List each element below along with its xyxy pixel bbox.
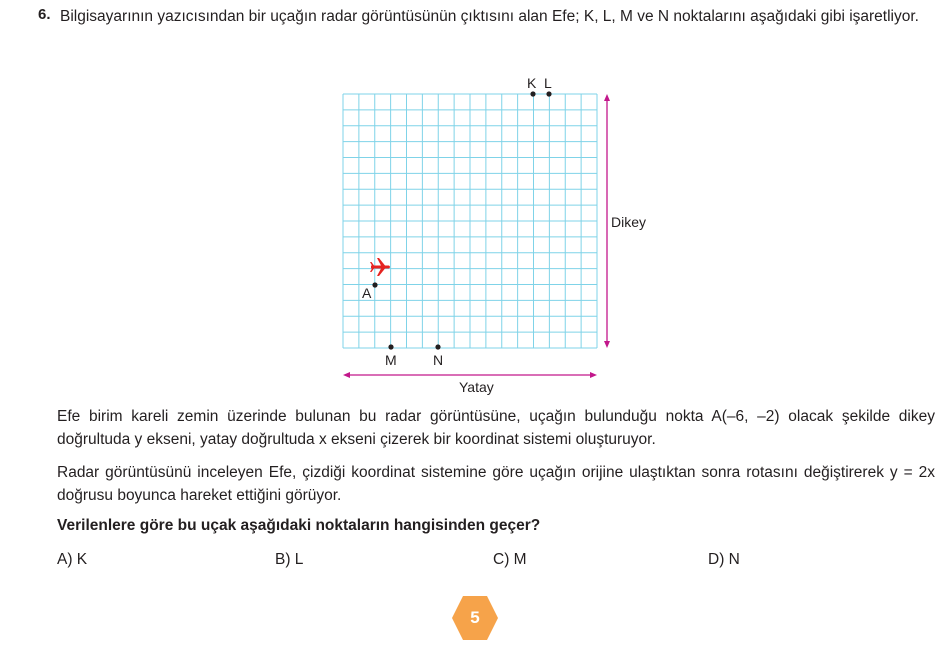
question-number: 6.	[38, 6, 51, 23]
point-n	[435, 344, 440, 349]
horizontal-arrow	[343, 372, 597, 378]
label-k: K	[527, 75, 537, 91]
label-a: A	[362, 285, 372, 301]
question-prompt: Verilenlere göre bu uçak aşağıdaki noktaların hangisinden geçer?	[57, 517, 541, 534]
label-m: M	[385, 352, 397, 368]
vertical-arrow	[604, 94, 610, 348]
vertical-label: Dikey	[611, 214, 647, 230]
radar-grid	[343, 94, 597, 348]
option-d[interactable]: D) N	[708, 551, 740, 568]
option-a[interactable]: A) K	[57, 551, 88, 568]
option-c[interactable]: C) M	[493, 551, 527, 568]
point-l	[546, 91, 551, 96]
page-number: 5	[470, 608, 480, 627]
paragraph-coordinate-setup: Efe birim kareli zemin üzerinde bulunan bu radar görüntüsüne, uçağın bulunduğu nokta A(–6, –2) olacak şekilde dikey doğrultuda y ekseni, yatay doğrultuda x ekseni çizerek bir koordinat sistemi oluşturuyor.	[57, 408, 935, 448]
point-k	[530, 91, 535, 96]
airplane-icon	[370, 258, 390, 276]
question-intro: Bilgisayarının yazıcısından bir uçağın radar görüntüsünün çıktısını alan Efe; K, L, M ve N noktalarını aşağıdaki gibi işaretliyor.	[60, 8, 919, 25]
label-l: L	[544, 75, 552, 91]
horizontal-label: Yatay	[459, 379, 494, 395]
label-n: N	[433, 352, 444, 368]
page-number-badge	[452, 596, 498, 640]
point-m	[388, 344, 393, 349]
point-a	[372, 282, 377, 287]
option-b[interactable]: B) L	[275, 551, 304, 568]
paragraph-route-description: Radar görüntüsünü inceleyen Efe, çizdiği koordinat sistemine göre uçağın orijine ulaştıktan sonra rotasını değiştirerek y = 2x doğrusu boyunca hareket ettiğini görüyor.	[57, 464, 935, 504]
